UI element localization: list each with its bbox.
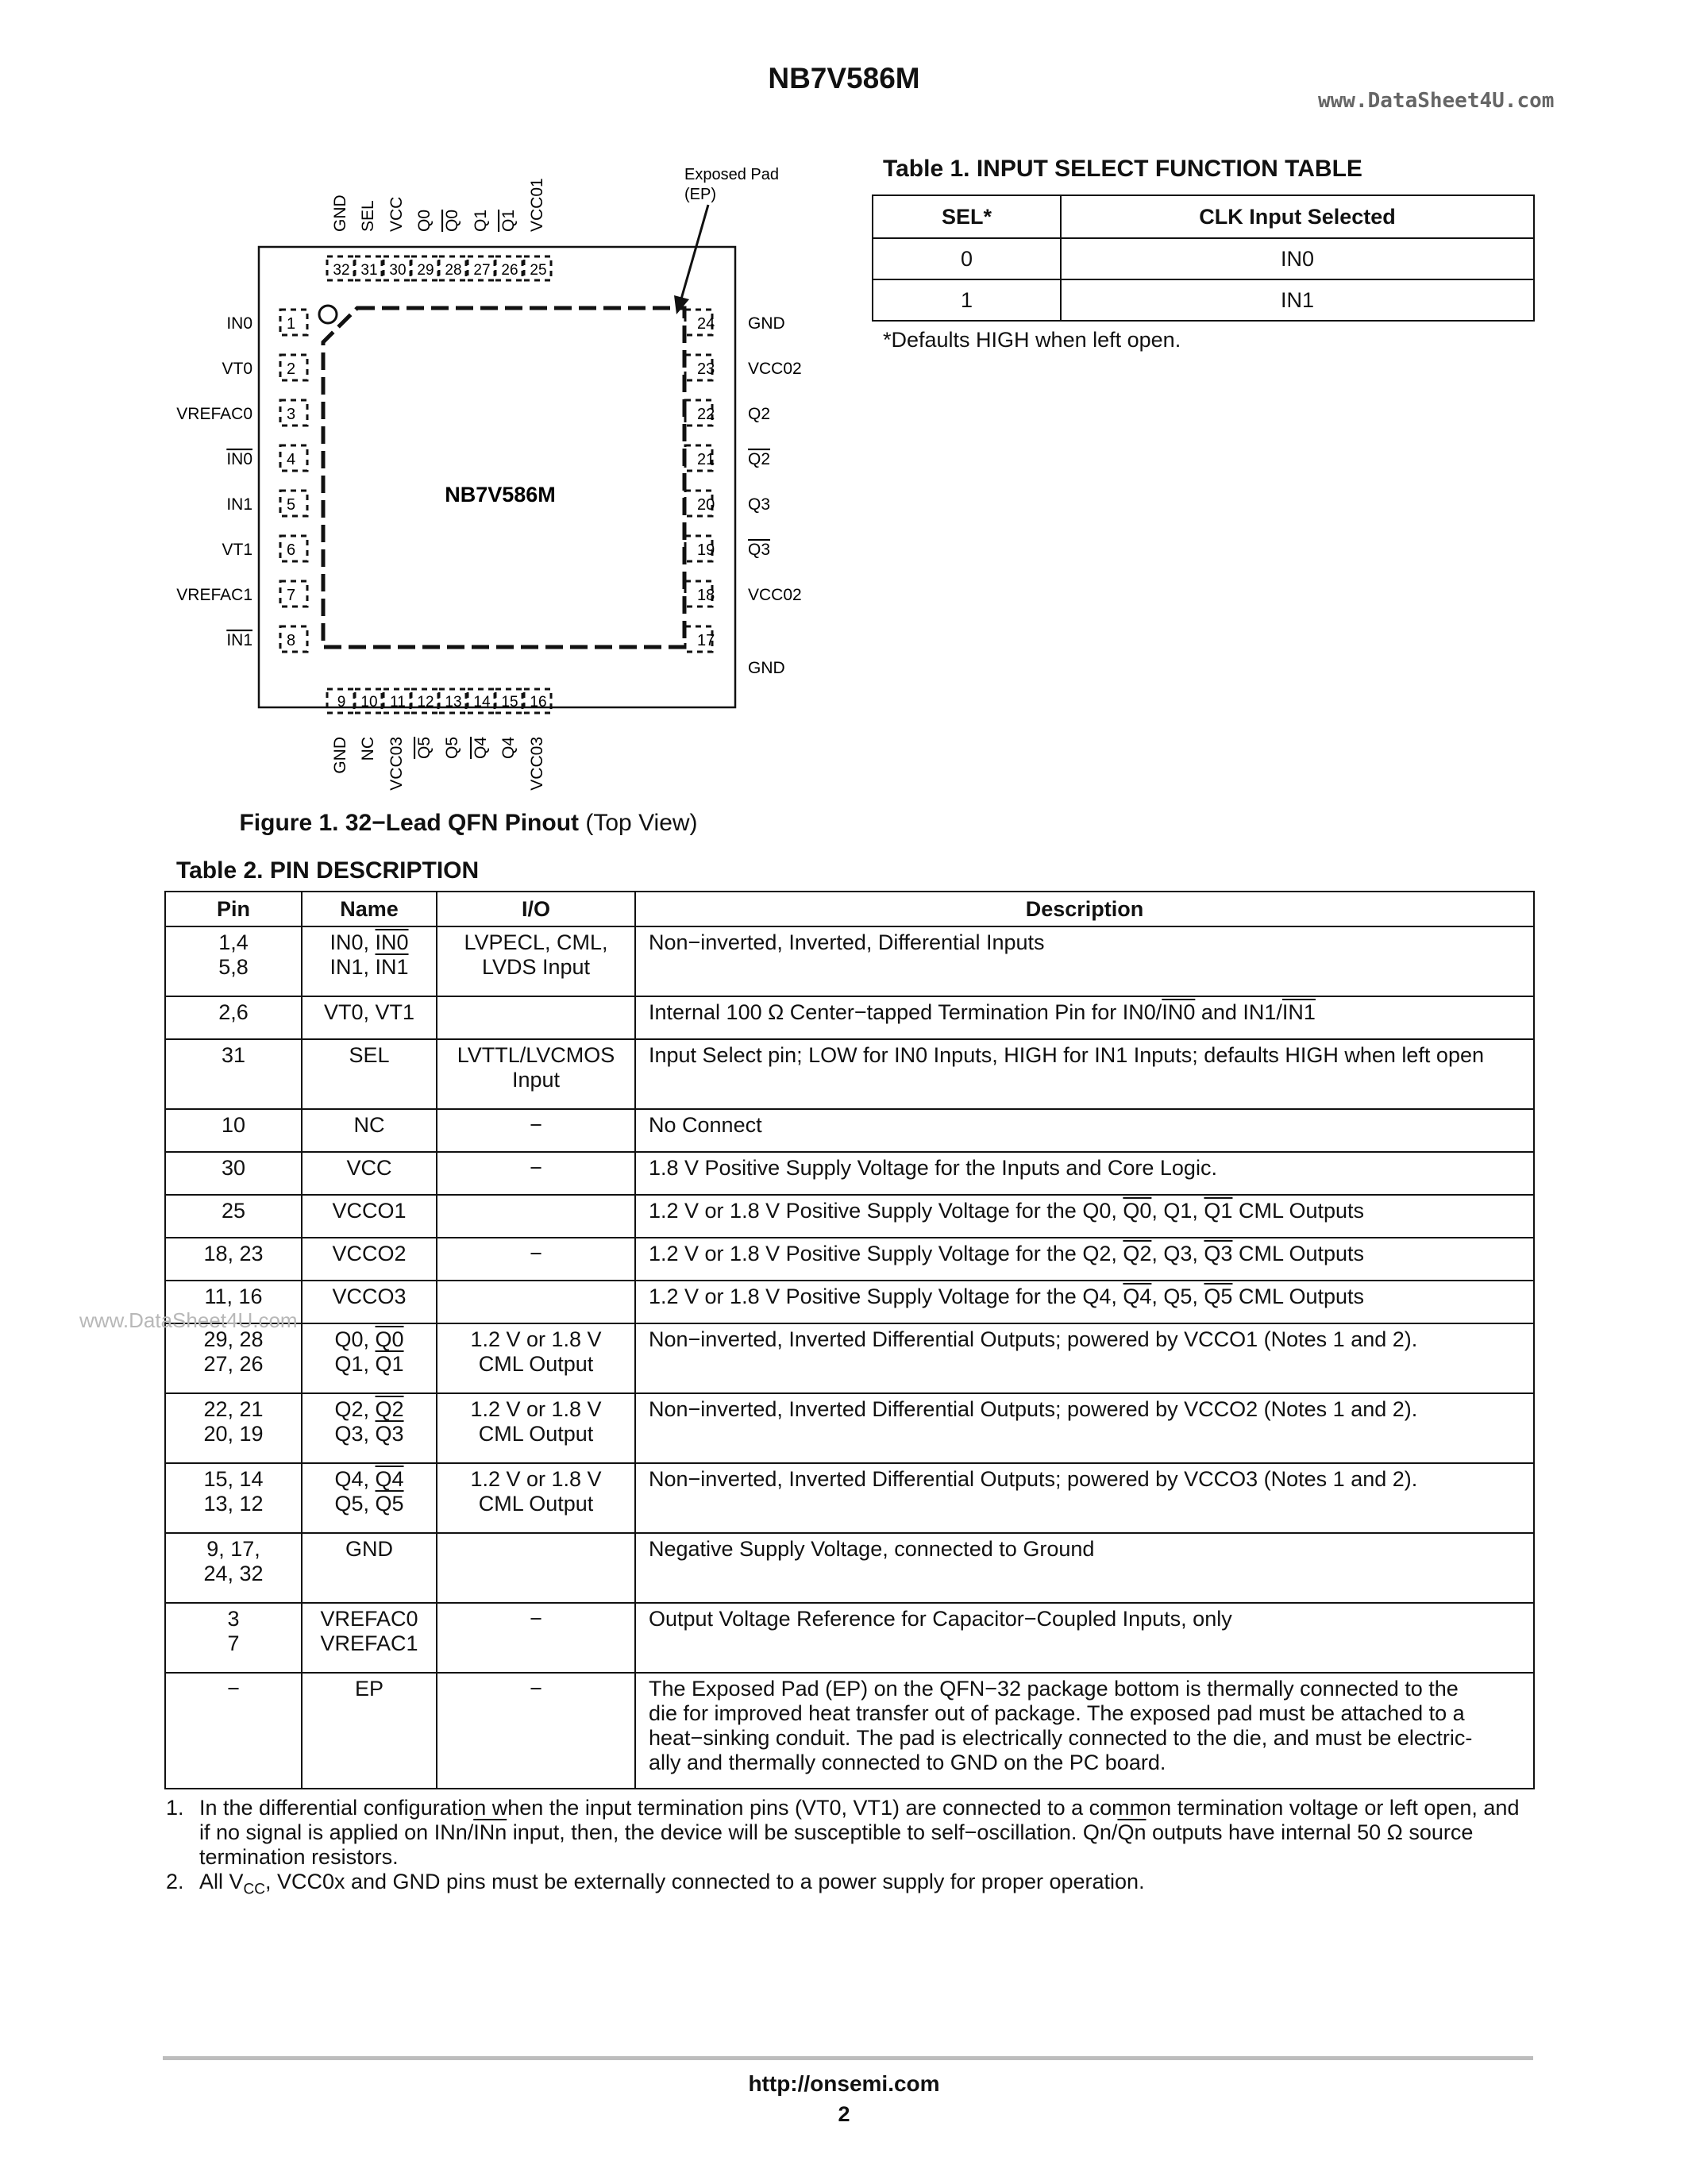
pin-number: 12 — [417, 694, 434, 711]
io-cell: − — [437, 1673, 635, 1789]
name-cell — [302, 1603, 437, 1673]
cell-text: Q5, — [334, 1492, 376, 1516]
note-text: In the differential configuration when the input termination pins (VT0, VT1) are connected to a common termination voltage or left open, and — [199, 1796, 1520, 1820]
pin-number: 2 — [287, 360, 296, 378]
note-text-part: All V — [199, 1870, 244, 1893]
io-cell — [437, 996, 635, 1039]
pin-description-table — [164, 891, 1535, 1789]
io-cell — [437, 1533, 635, 1603]
pin-number: 19 — [697, 541, 715, 559]
pin-cell: 11, 16 — [165, 1281, 302, 1323]
description-cell — [635, 1281, 1534, 1323]
pin-name: NC — [359, 737, 377, 761]
page-title: NB7V586M — [768, 62, 920, 94]
name-cell — [302, 1323, 437, 1393]
pin-number: 18 — [697, 587, 715, 604]
note-text-part: $\overline{INn}$ — [473, 1820, 507, 1844]
cell-text: CML Outputs — [1232, 1242, 1365, 1265]
note-text-part: input, then, the device will be susceptible to self−oscillation. Qn/ — [507, 1820, 1118, 1844]
cell-text: 1.2 V or 1.8 V Positive Supply Voltage for the Q4, — [649, 1285, 1123, 1308]
cell-text: , Q5, — [1151, 1285, 1204, 1308]
io-cell: − — [437, 1109, 635, 1152]
exposed-pad-label: Exposed Pad — [684, 166, 779, 183]
cell-text: Q1, — [334, 1352, 376, 1376]
note-1 — [164, 1796, 1535, 1870]
pin-name: GND — [331, 195, 349, 232]
cell-text: Q1 — [375, 1352, 404, 1376]
cell-text: 1.2 V or 1.8 V — [470, 1327, 602, 1351]
table-row — [165, 996, 1534, 1039]
cell-text: Q2 — [375, 1397, 404, 1421]
cell-text: CML Outputs — [1232, 1285, 1365, 1308]
column-header: SEL* — [873, 195, 1061, 238]
ep-arrow-line — [680, 205, 708, 302]
cell-text: 15, 14 — [203, 1467, 264, 1491]
exposed-pad-abbr: (EP) — [684, 186, 716, 203]
cell-text: 1.2 V or 1.8 V Positive Supply Voltage for the Q0, — [649, 1199, 1123, 1223]
description-cell — [635, 1673, 1534, 1789]
qfn-pinout-diagram — [151, 159, 834, 810]
name-cell: VT0, VT1 — [302, 996, 437, 1039]
note-text — [199, 1820, 1535, 1845]
cell-text: IN1, — [330, 955, 376, 979]
table-row — [165, 1039, 1534, 1109]
note-text: termination resistors. — [199, 1845, 399, 1869]
pin-number: 3 — [287, 406, 296, 423]
pin-name: Q2 — [748, 405, 771, 423]
cell-text: Q5 — [375, 1492, 404, 1516]
description-cell: Non−inverted, Inverted Differential Outputs; powered by VCCO2 (Notes 1 and 2). — [635, 1393, 1534, 1463]
cell-text: 1.2 V or 1.8 V — [470, 1467, 602, 1491]
pin-number: 20 — [697, 496, 715, 514]
pin-cell: 25 — [165, 1195, 302, 1238]
column-header: Pin — [165, 892, 302, 926]
pin-number: 23 — [697, 360, 715, 378]
pin-number: 17 — [697, 632, 715, 649]
description-cell: Input Select pin; LOW for IN0 Inputs, HIGH for IN1 Inputs; defaults HIGH when left open — [635, 1039, 1534, 1109]
pin-name: GND — [748, 314, 785, 333]
table-cell: 1 — [873, 279, 1061, 321]
pin-number: 26 — [501, 262, 518, 279]
pin-number: 25 — [530, 262, 547, 279]
description-cell: Output Voltage Reference for Capacitor−Coupled Inputs, only — [635, 1603, 1534, 1673]
pin-number: 9 — [337, 694, 346, 711]
cell-text: VREFAC1 — [320, 1631, 418, 1655]
name-cell — [302, 1463, 437, 1533]
io-cell — [437, 1195, 635, 1238]
cell-text: Q4 — [375, 1467, 404, 1491]
cell-text: ally and thermally connected to GND on the PC board. — [649, 1751, 1166, 1774]
description-cell — [635, 1238, 1534, 1281]
name-cell: VCCO2 — [302, 1238, 437, 1281]
cell-text: , Q1, — [1151, 1199, 1204, 1223]
pin-name: Q0 — [443, 209, 461, 232]
note-number: 2. — [166, 1870, 184, 1893]
cell-text: CML Outputs — [1232, 1199, 1365, 1223]
pin-number: 6 — [287, 541, 296, 559]
pin-number: 29 — [417, 262, 434, 279]
pin-name: VCC03 — [387, 737, 406, 791]
table-row — [165, 1673, 1534, 1789]
name-cell: GND — [302, 1533, 437, 1603]
table-cell: IN1 — [1061, 279, 1534, 321]
table1-footnote: *Defaults HIGH when left open. — [883, 328, 1181, 352]
pin-cell — [165, 1603, 302, 1673]
table-row — [165, 1195, 1534, 1238]
pin-name: GND — [331, 737, 349, 774]
pin-name: IN0 — [226, 314, 252, 333]
name-cell: VCCO3 — [302, 1281, 437, 1323]
pin-name: IN0 — [226, 450, 252, 468]
pin-name: VREFAC1 — [176, 586, 252, 604]
cell-text: Q2 — [1123, 1242, 1152, 1265]
column-header: Description — [635, 892, 1534, 926]
description-cell — [635, 996, 1534, 1039]
cell-text: CML Output — [478, 1492, 594, 1516]
pin-cell — [165, 1323, 302, 1393]
cell-text: 24, 32 — [203, 1562, 264, 1585]
table-cell: 0 — [873, 238, 1061, 279]
pin-number: 14 — [473, 694, 491, 711]
cell-text: IN0, — [330, 930, 376, 954]
package-outline — [259, 247, 735, 707]
io-cell — [437, 1323, 635, 1393]
pin-name: GND — [748, 659, 785, 677]
description-cell: No Connect — [635, 1109, 1534, 1152]
table-header-row — [873, 195, 1534, 238]
description-cell: Non−inverted, Inverted, Differential Inputs — [635, 926, 1534, 996]
pin-name: VT1 — [222, 541, 252, 559]
pin-number: 13 — [445, 694, 462, 711]
table2-title: Table 2. PIN DESCRIPTION — [176, 857, 480, 884]
footer-divider — [163, 2056, 1533, 2060]
cell-text: 29, 28 — [203, 1327, 264, 1351]
pin-number: 31 — [360, 262, 378, 279]
cell-text: Q5 — [1204, 1285, 1233, 1308]
pin-name: Q5 — [443, 737, 461, 760]
pin-name: Q3 — [748, 541, 771, 559]
description-cell — [635, 1195, 1534, 1238]
cell-text: 3 — [227, 1607, 240, 1631]
pin-cell: 18, 23 — [165, 1238, 302, 1281]
note-text-part: outputs have internal 50 Ω source — [1146, 1820, 1474, 1844]
table-row — [165, 1323, 1534, 1393]
note-text-part: if no signal is applied on INn/ — [199, 1820, 474, 1844]
name-cell — [302, 1393, 437, 1463]
input-select-table — [872, 195, 1535, 322]
cell-text: and IN1/ — [1195, 1000, 1282, 1024]
io-cell: − — [437, 1603, 635, 1673]
cell-text: 5,8 — [218, 955, 249, 979]
name-cell — [302, 926, 437, 996]
note-text-part: $\overline{Qn}$ — [1117, 1820, 1147, 1844]
description-cell: Non−inverted, Inverted Differential Outputs; powered by VCCO1 (Notes 1 and 2). — [635, 1323, 1534, 1393]
pin-name: Q0 — [415, 209, 434, 232]
cell-text: IN1 — [1281, 1000, 1316, 1024]
cell-text: CML Output — [478, 1422, 594, 1446]
io-cell — [437, 926, 635, 996]
cell-text: The Exposed Pad (EP) on the QFN−32 package bottom is thermally connected to the — [649, 1677, 1459, 1701]
figure-caption-normal: (Top View) — [585, 810, 698, 836]
pin-cell: − — [165, 1673, 302, 1789]
pin-number: 15 — [501, 694, 518, 711]
cell-text: IN1 — [375, 955, 409, 979]
pin-name: VCC — [387, 196, 406, 232]
pin-cell — [165, 1393, 302, 1463]
pin-name: VREFAC0 — [176, 405, 252, 423]
pin-number: 8 — [287, 632, 296, 649]
cell-text: 1,4 — [218, 930, 249, 954]
footer-url[interactable]: http://onsemi.com — [748, 2071, 940, 2096]
table-header-row — [165, 892, 1534, 926]
pin-number: 27 — [473, 262, 491, 279]
pin-name: Q2 — [748, 450, 771, 468]
cell-text: Q3 — [1204, 1242, 1233, 1265]
cell-text: IN0 — [1162, 1000, 1196, 1024]
pin-number: 28 — [445, 262, 462, 279]
pin1-marker — [319, 306, 337, 323]
note-2 — [164, 1870, 1535, 1901]
cell-text: LVTTL/LVCMOS — [457, 1043, 615, 1067]
pin-number: 32 — [333, 262, 350, 279]
table-row — [873, 279, 1534, 321]
cell-text: Q2, — [334, 1397, 376, 1421]
cell-text: 1.2 V or 1.8 V Positive Supply Voltage for the Q2, — [649, 1242, 1123, 1265]
die-outline — [323, 308, 684, 647]
pin-name: SEL — [359, 200, 377, 232]
cell-text: LVPECL, CML, — [464, 930, 608, 954]
cell-text: Q0, — [334, 1327, 376, 1351]
column-header: Name — [302, 892, 437, 926]
pin-name: VCC03 — [528, 737, 546, 791]
pin-number: 21 — [697, 451, 715, 468]
table-notes — [164, 1796, 1535, 1901]
table-row — [165, 1152, 1534, 1195]
io-cell — [437, 1281, 635, 1323]
cell-text: Q3 — [375, 1422, 404, 1446]
cell-text: Q3, — [334, 1422, 376, 1446]
io-cell — [437, 1463, 635, 1533]
io-cell: − — [437, 1152, 635, 1195]
name-cell: VCCO1 — [302, 1195, 437, 1238]
pin-number: 16 — [530, 694, 547, 711]
name-cell: VCC — [302, 1152, 437, 1195]
pin-name: Q4 — [472, 737, 490, 760]
io-cell — [437, 1039, 635, 1109]
pin-cell: 30 — [165, 1152, 302, 1195]
pin-name: Q4 — [499, 737, 518, 760]
cell-text: Internal 100 Ω Center−tapped Termination Pin for IN0/ — [649, 1000, 1162, 1024]
pin-cell — [165, 926, 302, 996]
cell-text: Q0 — [375, 1327, 404, 1351]
cell-text: Input — [511, 1068, 561, 1092]
pin-number: 7 — [287, 587, 296, 604]
cell-text: 1.2 V or 1.8 V — [470, 1397, 602, 1421]
pin-number: 22 — [697, 406, 715, 423]
pin-cell: 10 — [165, 1109, 302, 1152]
pin-number: 30 — [389, 262, 407, 279]
pin-cell: 31 — [165, 1039, 302, 1109]
name-cell: EP — [302, 1673, 437, 1789]
pin-number: 1 — [287, 315, 296, 333]
cell-text: 27, 26 — [203, 1352, 264, 1376]
cell-text: 7 — [227, 1631, 240, 1655]
pin-cell: 2,6 — [165, 996, 302, 1039]
cell-text: Q4 — [1123, 1285, 1152, 1308]
pin-name: VCC02 — [748, 360, 802, 378]
table-row — [165, 1533, 1534, 1603]
pin-name: IN1 — [226, 631, 252, 649]
table1-title: Table 1. INPUT SELECT FUNCTION TABLE — [883, 156, 1362, 182]
table-cell: IN0 — [1061, 238, 1534, 279]
cell-text: Q4, — [334, 1467, 376, 1491]
pin-number: 24 — [697, 315, 715, 333]
pin-name: Q5 — [415, 737, 434, 760]
pin-name: VT0 — [222, 360, 252, 378]
name-cell: SEL — [302, 1039, 437, 1109]
note-number: 1. — [166, 1796, 184, 1820]
description-cell: Non−inverted, Inverted Differential Outputs; powered by VCCO3 (Notes 1 and 2). — [635, 1463, 1534, 1533]
table-row — [165, 1281, 1534, 1323]
cell-text: 9, 17, — [206, 1537, 260, 1561]
figure-caption-bold: Figure 1. 32−Lead QFN Pinout — [239, 810, 580, 836]
table-row — [165, 926, 1534, 996]
cell-text: , Q3, — [1151, 1242, 1204, 1265]
cell-text: Q1 — [1204, 1199, 1233, 1223]
cell-text: CML Output — [478, 1352, 594, 1376]
name-cell: NC — [302, 1109, 437, 1152]
cell-text: 20, 19 — [203, 1422, 264, 1446]
io-cell: − — [437, 1238, 635, 1281]
side-watermark[interactable]: www.DataSheet4U.com — [79, 1308, 298, 1332]
pin-number: 4 — [287, 451, 296, 468]
description-cell: 1.8 V Positive Supply Voltage for the Inputs and Core Logic. — [635, 1152, 1534, 1195]
page-number: 2 — [838, 2102, 850, 2126]
pin-name: Q1 — [472, 209, 490, 232]
cell-text: heat−sinking conduit. The pad is electrically connected to the die, and must be electric- — [649, 1726, 1473, 1750]
cell-text: 13, 12 — [203, 1492, 264, 1516]
cell-text: IN0 — [375, 930, 409, 954]
io-cell — [437, 1393, 635, 1463]
pin-name: IN1 — [226, 495, 252, 514]
table-row — [873, 238, 1534, 279]
pin-name: VCC02 — [748, 586, 802, 604]
ep-arrow-head — [674, 295, 689, 314]
pin-number: 10 — [360, 694, 378, 711]
cell-text: VREFAC0 — [320, 1607, 418, 1631]
chip-label: NB7V586M — [445, 483, 556, 507]
table-row — [165, 1109, 1534, 1152]
pin-number: 5 — [287, 496, 296, 514]
table-row — [165, 1393, 1534, 1463]
cell-text: Q0 — [1123, 1199, 1152, 1223]
pin-name: Q3 — [748, 495, 771, 514]
watermark[interactable]: www.DataSheet4U.com — [1318, 89, 1555, 113]
column-header: CLK Input Selected — [1061, 195, 1534, 238]
note-text — [199, 1870, 1535, 1901]
pin-cell — [165, 1533, 302, 1603]
cell-text: 22, 21 — [203, 1397, 264, 1421]
pin-name: VCC01 — [528, 178, 546, 232]
description-cell: Negative Supply Voltage, connected to Ground — [635, 1533, 1534, 1603]
table-row — [165, 1238, 1534, 1281]
note-subscript: CC — [243, 1881, 265, 1898]
note-text-part: , VCC0x and GND pins must be externally connected to a power supply for proper operation. — [264, 1870, 1145, 1893]
pin-number: 11 — [390, 694, 406, 711]
pin-cell — [165, 1463, 302, 1533]
cell-text: die for improved heat transfer out of package. The exposed pad must be attached to a — [649, 1701, 1465, 1725]
cell-text: LVDS Input — [481, 955, 591, 979]
table-row — [165, 1603, 1534, 1673]
column-header: I/O — [437, 892, 635, 926]
pin-name: Q1 — [499, 209, 518, 232]
table-row — [165, 1463, 1534, 1533]
figure-caption — [0, 810, 937, 837]
